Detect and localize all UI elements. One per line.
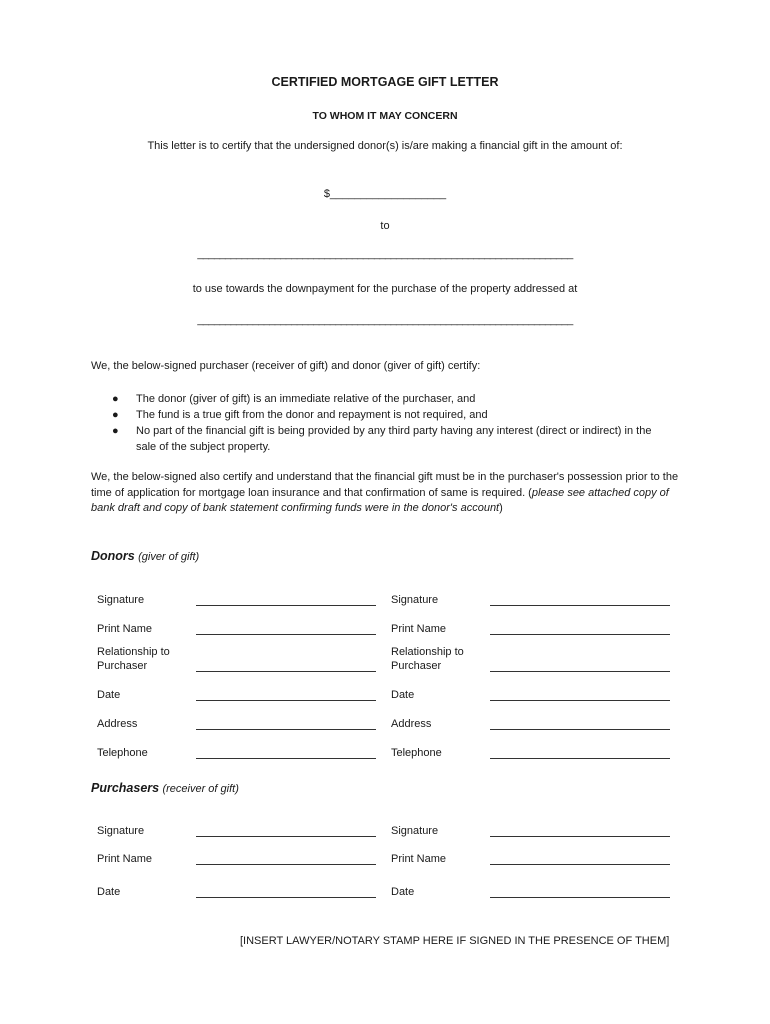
donor-address-label: Address [391, 718, 432, 730]
purchaser-signature-label: Signature [97, 825, 145, 837]
donor-print-name-label: Print Name [97, 623, 153, 635]
purchaser-1-date-field[interactable] [196, 897, 376, 898]
list-item: ● No part of the financial gift is being provided by any third party having any interest (direct or indirect) in the sale of the subject property. [112, 425, 652, 453]
document-title: CERTIFIED MORTGAGE GIFT LETTER [271, 75, 499, 89]
document-subtitle: TO WHOM IT MAY CONCERN [312, 110, 458, 122]
bullet-icon: ● [112, 425, 119, 437]
purchaser-1-signature-field[interactable] [196, 836, 376, 837]
list-item: ● The donor (giver of gift) is an immediate relative of the purchaser, and [112, 393, 476, 405]
purchaser-1-print-name-field[interactable] [196, 864, 376, 865]
purchaser-date-label: Date [391, 886, 415, 898]
purchaser-2-signature-field[interactable] [490, 836, 670, 837]
donor-1-address-field[interactable] [196, 729, 376, 730]
donor-address-label: Address [97, 718, 138, 730]
purchasers-heading: Purchasers (receiver of gift) [91, 781, 239, 795]
donor-telephone-label: Telephone [97, 747, 148, 759]
understanding-paragraph: We, the below-signed also certify and understand that the financial gift must be in the purchaser's possession prior to the time of application for mortgage loan insurance and that confirmation of same is required. (please see attached copy of bank draft and copy of bank statement confirming funds were in the donor's account) [91, 471, 679, 514]
purchaser-2-print-name-field[interactable] [490, 864, 670, 865]
donor-2-signature-field[interactable] [490, 605, 670, 606]
to-word: to [380, 220, 390, 232]
donor-relationship-label: Relationship to Purchaser [97, 646, 170, 672]
donor-1-print-name-field[interactable] [196, 634, 376, 635]
purchaser-2-date-field[interactable] [490, 897, 670, 898]
purchaser-signature-label: Signature [391, 825, 439, 837]
purpose-text: to use towards the downpayment for the purchase of the property addressed at [192, 283, 578, 295]
amount-blank: $___________________ [323, 188, 447, 200]
recipient-blank: ____________________________________________________________________ [197, 248, 573, 260]
property-address-blank: ____________________________________________________________________ [197, 314, 573, 326]
donor-telephone-label: Telephone [391, 747, 442, 759]
donor-1-relationship-field[interactable] [196, 671, 376, 672]
donor-2-relationship-field[interactable] [490, 671, 670, 672]
donor-2-address-field[interactable] [490, 729, 670, 730]
donor-print-name-label: Print Name [391, 623, 447, 635]
list-item: ● The fund is a true gift from the donor and repayment is not required, and [112, 409, 488, 421]
purchaser-print-name-label: Print Name [97, 853, 153, 865]
bullet-icon: ● [112, 409, 119, 421]
bullet-icon: ● [112, 393, 119, 405]
donor-1-date-field[interactable] [196, 700, 376, 701]
donor-1-signature-field[interactable] [196, 605, 376, 606]
donor-signature-label: Signature [391, 594, 439, 606]
donor-date-label: Date [97, 689, 121, 701]
intro-text: This letter is to certify that the undersigned donor(s) is/are making a financial gift in the amount of: [147, 140, 623, 152]
purchaser-print-name-label: Print Name [391, 853, 447, 865]
certify-statement: We, the below-signed purchaser (receiver of gift) and donor (giver of gift) certify: [91, 360, 481, 372]
donor-date-label: Date [391, 689, 415, 701]
donor-2-print-name-field[interactable] [490, 634, 670, 635]
purchaser-date-label: Date [97, 886, 121, 898]
donor-1-telephone-field[interactable] [196, 758, 376, 759]
donors-heading: Donors (giver of gift) [91, 549, 200, 563]
donor-relationship-label: Relationship to Purchaser [391, 646, 464, 672]
certification-list [112, 391, 672, 455]
donor-2-telephone-field[interactable] [490, 758, 670, 759]
donor-signature-label: Signature [97, 594, 145, 606]
notary-stamp-instruction: [INSERT LAWYER/NOTARY STAMP HERE IF SIGNED IN THE PRESENCE OF THEM] [240, 935, 670, 947]
donor-2-date-field[interactable] [490, 700, 670, 701]
